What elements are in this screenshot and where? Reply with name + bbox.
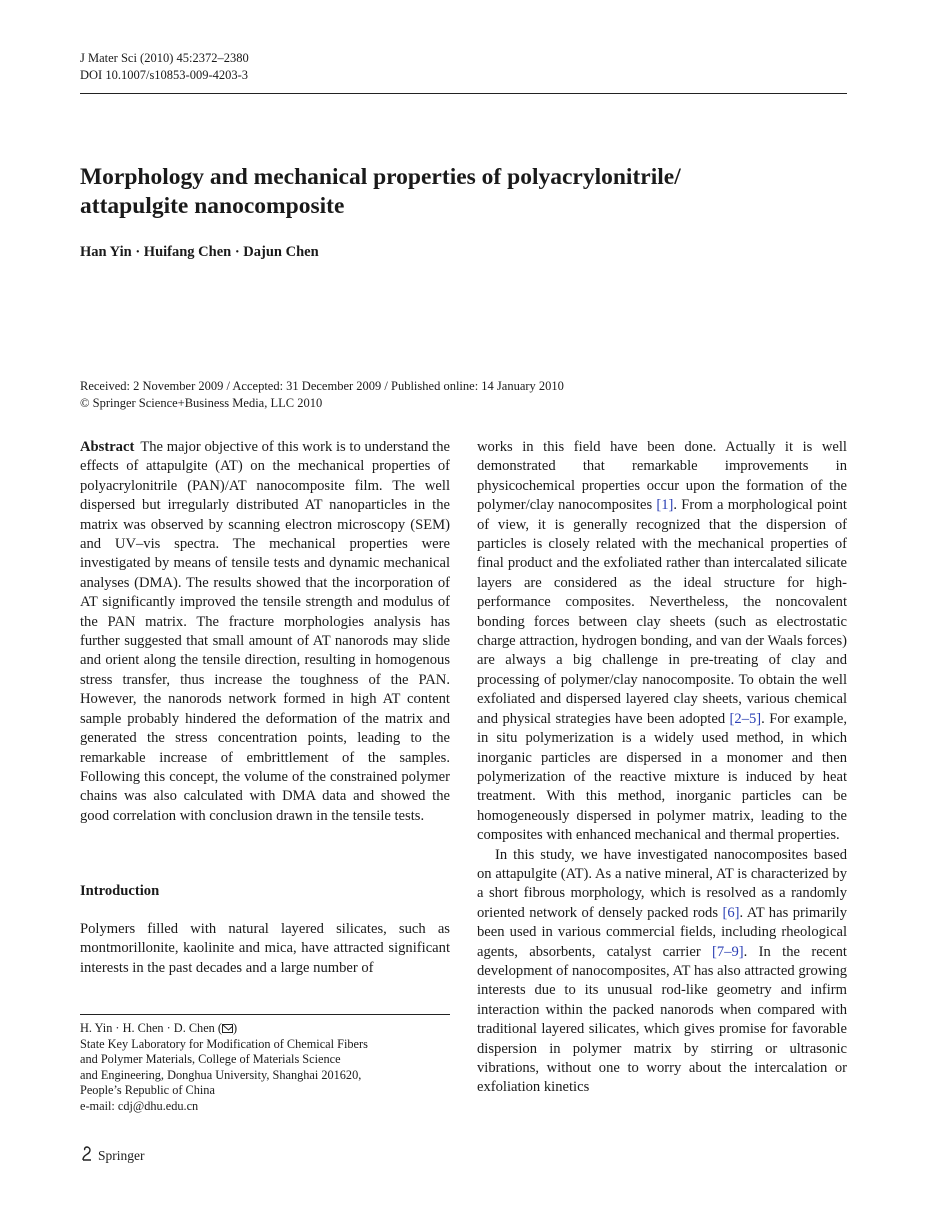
author-email: e-mail: cdj@dhu.edu.cn (80, 1098, 199, 1113)
introduction-paragraph: Polymers filled with natural layered silicates, such as montmorillonite, kaolinite and mica, have attracted significant interests in the past decades and a large number of (80, 921, 450, 976)
journal-citation: J Mater Sci (2010) 45:2372–2380 (80, 51, 249, 65)
authors: Han Yin · Huifang Chen · Dajun Chen (80, 244, 319, 260)
header-rule (80, 93, 847, 94)
publisher-footer (80, 1146, 145, 1166)
abstract (80, 438, 450, 826)
paragraph: works in this field have been done. Actually it is well demonstrated that remarkable improvements in physicochemical properties occur upon the formation of the polymer/clay nanocomposites [1]. From a morphological point of view, it is generally recognized that the dispersion of particles is closely related with the mechanical properties of final product and the exfoliated rather than intercalated silicate layers are considered as the ideal structure for high-performance composites. Nevertheless, the noncovalent bonding forces between clay sheets (such as electrostatic charge attraction, hydrogen bonding, and van der Waals forces) are always a big challenge in pre-treating of clay and processing of polymer/clay nanocomposite. To obtain the well exfoliated and dispersed layered clay sheets, various chemical and physical strategies have been adopted [2–5]. For example, in situ polymerization is a widely used method, in which inorganic particles are dispersed in a monomer and then polymerization of the reactive mixture is induced by heat treatment. With this method, inorganic particles can be homogeneously dispersed in polymer matrix, leading to the composites with enhanced mechanical and thermal properties. (477, 439, 847, 844)
citation-link[interactable]: [7–9] (712, 943, 744, 960)
publisher-name: Springer (98, 1148, 145, 1163)
right-column (477, 438, 847, 1098)
running-header (80, 50, 249, 84)
article-title: Morphology and mechanical properties of polyacrylonitrile/ attapulgite nanocomposite (80, 164, 681, 219)
dates-line: Received: 2 November 2009 / Accepted: 31 December 2009 / Published online: 14 January 2010 (80, 379, 564, 393)
citation-link[interactable]: [6] (722, 904, 740, 921)
citation-link[interactable]: [2–5] (729, 710, 762, 727)
section-heading-introduction: Introduction (80, 883, 160, 899)
author-affiliation: H. Yin · H. Chen · D. Chen ( ) State Key Laboratory for Modification of Chemical Fibers and Polymer Materials, College of Materials Science and Engineering, Donghua University, Shanghai 201620, People’s Republic of China e-mail: cdj@dhu.edu.cn (80, 1021, 450, 1115)
paragraph: In this study, we have investigated nanocomposites based on attapulgite (AT). As a native mineral, AT is characterized by a short fibrous morphology, which is resolved as a randomly oriented network of densely packed rods [6]. AT has primarily been used in various commercial fields, including rheological agents, absorbents, catalyst carrier [7–9]. In the recent development of nanocomposites, AT has also attracted growing interests due to its unusual rod-like geometry and infirm interaction within the packed nanorods when compared with traditional layered silicates, which gives promise for favorable dispersion in polymer matrix by stirring or ultrasonic vibrations, without one to worry about the intercalation or exfoliation kinetics (477, 846, 847, 1096)
springer-logo-icon (80, 1146, 94, 1166)
copyright-line: © Springer Science+Business Media, LLC 2010 (80, 395, 323, 410)
abstract-text: The major objective of this work is to understand the effects of attapulgite (AT) on the mechanical properties of polyacrylonitrile (PAN)/AT nanocomposite film. The well dispersed but irregularly distributed AT nanoparticles in the matrix was observed by scanning electron microscopy (SEM) and UV–vis spectra. The mechanical properties were investigated by means of tensile tests and dynamic mechanical analyses (DMA). The results showed that the incorporation of AT significantly improved the tensile strength and modulus of the PAN matrix. The fracture morphologies analysis has further suggested that small amount of AT nanorods may slide and orient along the tensile direction, resulting in homogenous stress transfer, thus increase the toughness of the PAN. However, the nanorods network formed in high AT content sample probably hindered the deformation of the matrix and generated the stress concentration points, leading to the remarkable increase of embrittlement of the samples. Following this concept, the volume of the constrained polymer chains was also calculated with DMA data and showed the good correlation with conclusion drawn in the tensile tests. (80, 439, 450, 824)
citation-link[interactable]: [1] (656, 497, 674, 514)
abstract-label: Abstract (80, 439, 135, 455)
doi: DOI 10.1007/s10853-009-4203-3 (80, 68, 249, 82)
footnote-rule (80, 1014, 450, 1015)
envelope-icon (222, 1024, 233, 1033)
article-history (80, 378, 564, 411)
